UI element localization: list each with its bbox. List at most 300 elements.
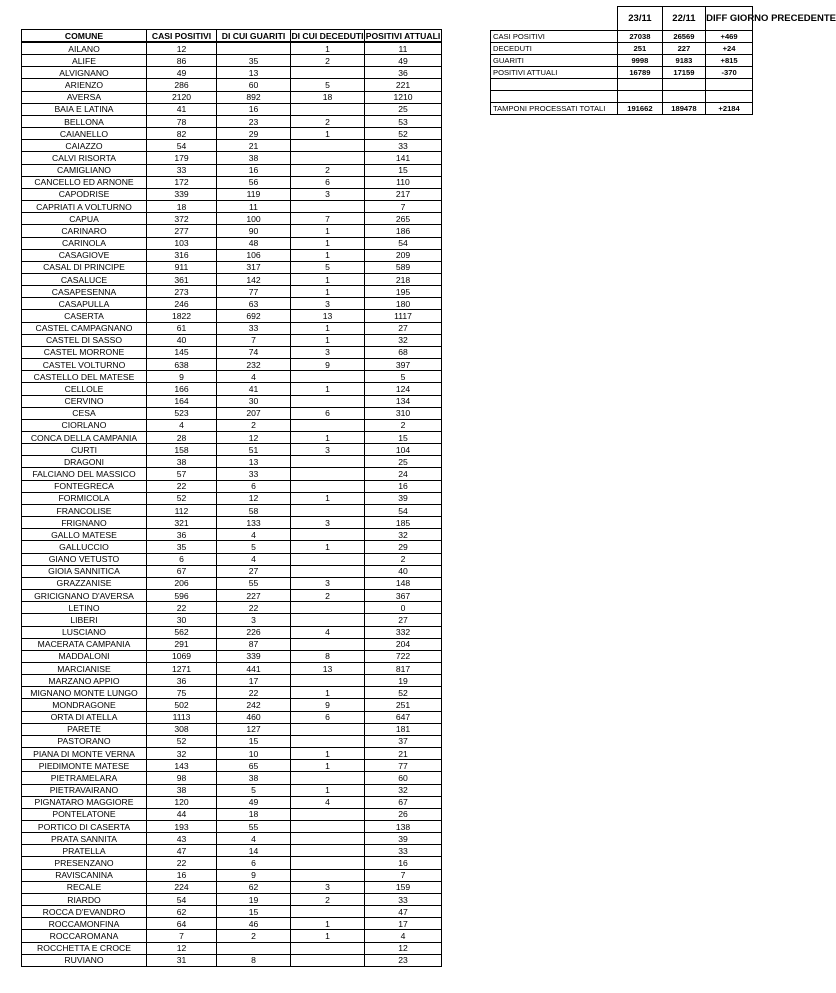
cell-comune: MARCIANISE bbox=[22, 662, 147, 674]
cell-casi-positivi: 372 bbox=[147, 213, 217, 225]
cell-casi-positivi: 35 bbox=[147, 541, 217, 553]
cell-guariti: 7 bbox=[217, 334, 291, 346]
table-row bbox=[22, 55, 442, 67]
table-row bbox=[22, 784, 442, 796]
cell-guariti: 10 bbox=[217, 748, 291, 760]
cell-comune: PIANA DI MONTE VERNA bbox=[22, 748, 147, 760]
cell-comune: FRANCOLISE bbox=[22, 504, 147, 516]
cell-casi-positivi: 54 bbox=[147, 893, 217, 905]
table-row bbox=[22, 833, 442, 845]
cell-comune: MIGNANO MONTE LUNGO bbox=[22, 687, 147, 699]
cell-positivi-attuali: 2 bbox=[365, 419, 442, 431]
cell-deceduti: 1 bbox=[291, 237, 365, 249]
cell-casi-positivi: 502 bbox=[147, 699, 217, 711]
summary-diff: -370 bbox=[706, 67, 753, 79]
cell-comune: CESA bbox=[22, 407, 147, 419]
cell-guariti: 106 bbox=[217, 249, 291, 261]
cell-guariti: 14 bbox=[217, 845, 291, 857]
cell-casi-positivi: 166 bbox=[147, 383, 217, 395]
cell-deceduti: 1 bbox=[291, 286, 365, 298]
cell-comune: MADDALONI bbox=[22, 650, 147, 662]
cell-comune: RECALE bbox=[22, 881, 147, 893]
cell-comune: PRATELLA bbox=[22, 845, 147, 857]
cell-deceduti: 6 bbox=[291, 176, 365, 188]
cell-comune: CELLOLE bbox=[22, 383, 147, 395]
table-row bbox=[22, 42, 442, 55]
cell-casi-positivi: 41 bbox=[147, 103, 217, 115]
cell-comune: CAMIGLIANO bbox=[22, 164, 147, 176]
cell-comune: GIOIA SANNITICA bbox=[22, 565, 147, 577]
cell-casi-positivi: 57 bbox=[147, 468, 217, 480]
cell-casi-positivi: 596 bbox=[147, 590, 217, 602]
cell-comune: BELLONA bbox=[22, 115, 147, 127]
cell-comune: GALLUCCIO bbox=[22, 541, 147, 553]
table-row bbox=[22, 906, 442, 918]
cell-deceduti bbox=[291, 565, 365, 577]
cell-guariti: 41 bbox=[217, 383, 291, 395]
cell-positivi-attuali: 53 bbox=[365, 115, 442, 127]
cell-comune: CAPODRISE bbox=[22, 188, 147, 200]
cell-guariti: 17 bbox=[217, 675, 291, 687]
cell-deceduti bbox=[291, 614, 365, 626]
cell-casi-positivi: 22 bbox=[147, 602, 217, 614]
cell-casi-positivi: 82 bbox=[147, 128, 217, 140]
cell-comune: RAVISCANINA bbox=[22, 869, 147, 881]
cell-casi-positivi: 9 bbox=[147, 371, 217, 383]
cell-casi-positivi: 246 bbox=[147, 298, 217, 310]
cell-guariti: 22 bbox=[217, 602, 291, 614]
cell-comune: CASAPULLA bbox=[22, 298, 147, 310]
cell-deceduti bbox=[291, 735, 365, 747]
cell-casi-positivi: 33 bbox=[147, 164, 217, 176]
cell-positivi-attuali: 5 bbox=[365, 371, 442, 383]
cell-casi-positivi: 40 bbox=[147, 334, 217, 346]
cell-positivi-attuali: 181 bbox=[365, 723, 442, 735]
cell-casi-positivi: 316 bbox=[147, 249, 217, 261]
cell-guariti: 692 bbox=[217, 310, 291, 322]
cell-positivi-attuali: 11 bbox=[365, 42, 442, 55]
cell-comune: PIEDIMONTE MATESE bbox=[22, 760, 147, 772]
cell-deceduti bbox=[291, 468, 365, 480]
header-comune: COMUNE bbox=[22, 30, 147, 43]
cell-positivi-attuali: 134 bbox=[365, 395, 442, 407]
cell-casi-positivi: 308 bbox=[147, 723, 217, 735]
table-row bbox=[22, 286, 442, 298]
cell-casi-positivi: 911 bbox=[147, 261, 217, 273]
cell-positivi-attuali: 104 bbox=[365, 444, 442, 456]
cell-casi-positivi: 67 bbox=[147, 565, 217, 577]
cell-deceduti bbox=[291, 857, 365, 869]
cell-casi-positivi: 206 bbox=[147, 577, 217, 589]
table-row bbox=[22, 444, 442, 456]
summary-diff: +815 bbox=[706, 55, 753, 67]
cell-comune: RUVIANO bbox=[22, 954, 147, 966]
cell-guariti: 27 bbox=[217, 565, 291, 577]
cell-deceduti: 9 bbox=[291, 359, 365, 371]
cell-guariti: 15 bbox=[217, 906, 291, 918]
cell-positivi-attuali: 39 bbox=[365, 492, 442, 504]
cell-casi-positivi: 1271 bbox=[147, 662, 217, 674]
cell-comune: CONCA DELLA CAMPANIA bbox=[22, 432, 147, 444]
cell-deceduti: 5 bbox=[291, 261, 365, 273]
cell-comune: CASAGIOVE bbox=[22, 249, 147, 261]
summary-table bbox=[490, 6, 836, 115]
cell-guariti: 58 bbox=[217, 504, 291, 516]
cell-deceduti: 8 bbox=[291, 650, 365, 662]
cell-comune: PARETE bbox=[22, 723, 147, 735]
cell-casi-positivi: 31 bbox=[147, 954, 217, 966]
cell-deceduti bbox=[291, 942, 365, 954]
cell-casi-positivi: 64 bbox=[147, 918, 217, 930]
cell-guariti: 5 bbox=[217, 784, 291, 796]
cell-casi-positivi: 179 bbox=[147, 152, 217, 164]
cell-comune: CASTEL DI SASSO bbox=[22, 334, 147, 346]
cell-guariti: 8 bbox=[217, 954, 291, 966]
summary-label: TAMPONI PROCESSATI TOTALI bbox=[491, 103, 618, 115]
table-row bbox=[22, 577, 442, 589]
comuni-table bbox=[21, 29, 442, 967]
cell-deceduti: 6 bbox=[291, 711, 365, 723]
cell-deceduti bbox=[291, 395, 365, 407]
cell-deceduti bbox=[291, 675, 365, 687]
cell-deceduti bbox=[291, 723, 365, 735]
cell-positivi-attuali: 77 bbox=[365, 760, 442, 772]
table-row bbox=[22, 128, 442, 140]
summary-row bbox=[491, 79, 753, 91]
table-row bbox=[22, 565, 442, 577]
cell-guariti: 4 bbox=[217, 833, 291, 845]
cell-positivi-attuali: 817 bbox=[365, 662, 442, 674]
cell-casi-positivi: 44 bbox=[147, 808, 217, 820]
cell-guariti: 5 bbox=[217, 541, 291, 553]
table-row bbox=[22, 881, 442, 893]
cell-deceduti: 3 bbox=[291, 577, 365, 589]
table-row bbox=[22, 614, 442, 626]
summary-label bbox=[491, 91, 618, 103]
cell-casi-positivi: 1822 bbox=[147, 310, 217, 322]
table-row bbox=[22, 419, 442, 431]
cell-casi-positivi: 54 bbox=[147, 140, 217, 152]
table-row bbox=[22, 662, 442, 674]
cell-deceduti: 2 bbox=[291, 164, 365, 176]
cell-casi-positivi: 12 bbox=[147, 42, 217, 55]
cell-positivi-attuali: 60 bbox=[365, 772, 442, 784]
cell-positivi-attuali: 1210 bbox=[365, 91, 442, 103]
cell-deceduti bbox=[291, 529, 365, 541]
table-row bbox=[22, 553, 442, 565]
table-row bbox=[22, 675, 442, 687]
cell-comune: PRESENZANO bbox=[22, 857, 147, 869]
cell-casi-positivi: 291 bbox=[147, 638, 217, 650]
cell-deceduti bbox=[291, 152, 365, 164]
summary-header-empty bbox=[491, 7, 618, 31]
cell-positivi-attuali: 21 bbox=[365, 748, 442, 760]
table-row bbox=[22, 517, 442, 529]
cell-comune: PIGNATARO MAGGIORE bbox=[22, 796, 147, 808]
summary-diff: +24 bbox=[706, 43, 753, 55]
cell-positivi-attuali: 180 bbox=[365, 298, 442, 310]
cell-positivi-attuali: 251 bbox=[365, 699, 442, 711]
cell-positivi-attuali: 7 bbox=[365, 201, 442, 213]
cell-guariti: 60 bbox=[217, 79, 291, 91]
cell-deceduti bbox=[291, 906, 365, 918]
table-row bbox=[22, 322, 442, 334]
cell-casi-positivi: 273 bbox=[147, 286, 217, 298]
table-row bbox=[22, 626, 442, 638]
cell-guariti: 339 bbox=[217, 650, 291, 662]
cell-guariti: 4 bbox=[217, 529, 291, 541]
summary-header-today: 23/11 bbox=[618, 7, 663, 31]
cell-casi-positivi: 52 bbox=[147, 735, 217, 747]
summary-label: DECEDUTI bbox=[491, 43, 618, 55]
cell-positivi-attuali: 15 bbox=[365, 164, 442, 176]
cell-positivi-attuali: 310 bbox=[365, 407, 442, 419]
summary-yesterday: 17159 bbox=[662, 67, 705, 79]
cell-deceduti: 1 bbox=[291, 225, 365, 237]
table-row bbox=[22, 359, 442, 371]
cell-guariti: 74 bbox=[217, 346, 291, 358]
table-row bbox=[22, 468, 442, 480]
cell-guariti: 33 bbox=[217, 322, 291, 334]
cell-deceduti: 1 bbox=[291, 42, 365, 55]
cell-positivi-attuali: 148 bbox=[365, 577, 442, 589]
cell-deceduti bbox=[291, 371, 365, 383]
cell-casi-positivi: 32 bbox=[147, 748, 217, 760]
table-row bbox=[22, 687, 442, 699]
cell-casi-positivi: 47 bbox=[147, 845, 217, 857]
cell-casi-positivi: 86 bbox=[147, 55, 217, 67]
summary-today: 251 bbox=[618, 43, 663, 55]
cell-comune: PRATA SANNITA bbox=[22, 833, 147, 845]
cell-guariti: 46 bbox=[217, 918, 291, 930]
cell-comune: ORTA DI ATELLA bbox=[22, 711, 147, 723]
summary-yesterday: 26569 bbox=[662, 31, 705, 43]
cell-deceduti bbox=[291, 140, 365, 152]
cell-comune: CIORLANO bbox=[22, 419, 147, 431]
cell-comune: CASTEL CAMPAGNANO bbox=[22, 322, 147, 334]
cell-guariti: 15 bbox=[217, 735, 291, 747]
cell-comune: ALIFE bbox=[22, 55, 147, 67]
cell-casi-positivi: 36 bbox=[147, 675, 217, 687]
cell-comune: MONDRAGONE bbox=[22, 699, 147, 711]
summary-yesterday: 189478 bbox=[662, 103, 705, 115]
cell-guariti: 30 bbox=[217, 395, 291, 407]
table-row bbox=[22, 772, 442, 784]
summary-today bbox=[618, 91, 663, 103]
cell-positivi-attuali: 17 bbox=[365, 918, 442, 930]
cell-positivi-attuali: 23 bbox=[365, 954, 442, 966]
cell-casi-positivi: 224 bbox=[147, 881, 217, 893]
summary-yesterday: 9183 bbox=[662, 55, 705, 67]
summary-yesterday bbox=[662, 79, 705, 91]
cell-comune: MARZANO APPIO bbox=[22, 675, 147, 687]
cell-positivi-attuali: 124 bbox=[365, 383, 442, 395]
cell-positivi-attuali: 204 bbox=[365, 638, 442, 650]
cell-positivi-attuali: 33 bbox=[365, 893, 442, 905]
summary-today bbox=[618, 79, 663, 91]
cell-comune: CASTEL MORRONE bbox=[22, 346, 147, 358]
cell-positivi-attuali: 15 bbox=[365, 432, 442, 444]
cell-deceduti: 1 bbox=[291, 930, 365, 942]
table-row bbox=[22, 650, 442, 662]
cell-guariti: 38 bbox=[217, 772, 291, 784]
cell-comune: ROCCHETTA E CROCE bbox=[22, 942, 147, 954]
cell-casi-positivi: 38 bbox=[147, 784, 217, 796]
cell-casi-positivi: 321 bbox=[147, 517, 217, 529]
cell-positivi-attuali: 185 bbox=[365, 517, 442, 529]
table-row bbox=[22, 602, 442, 614]
summary-today: 16789 bbox=[618, 67, 663, 79]
cell-guariti: 62 bbox=[217, 881, 291, 893]
cell-guariti bbox=[217, 942, 291, 954]
cell-positivi-attuali: 52 bbox=[365, 128, 442, 140]
cell-casi-positivi: 6 bbox=[147, 553, 217, 565]
cell-comune: FORMICOLA bbox=[22, 492, 147, 504]
cell-comune: CANCELLO ED ARNONE bbox=[22, 176, 147, 188]
cell-casi-positivi: 49 bbox=[147, 67, 217, 79]
summary-header-diff: DIFF GIORNO PRECEDENTE bbox=[706, 7, 753, 31]
cell-deceduti: 7 bbox=[291, 213, 365, 225]
cell-deceduti: 13 bbox=[291, 310, 365, 322]
table-row bbox=[22, 893, 442, 905]
cell-comune: LETINO bbox=[22, 602, 147, 614]
table-row bbox=[22, 432, 442, 444]
table-row bbox=[22, 942, 442, 954]
cell-deceduti bbox=[291, 480, 365, 492]
cell-casi-positivi: 286 bbox=[147, 79, 217, 91]
cell-deceduti: 2 bbox=[291, 893, 365, 905]
cell-deceduti: 3 bbox=[291, 298, 365, 310]
cell-deceduti: 13 bbox=[291, 662, 365, 674]
cell-comune: DRAGONI bbox=[22, 456, 147, 468]
summary-table-body bbox=[491, 7, 836, 115]
summary-row bbox=[491, 43, 753, 55]
table-row bbox=[22, 176, 442, 188]
cell-guariti: 19 bbox=[217, 893, 291, 905]
cell-positivi-attuali: 221 bbox=[365, 79, 442, 91]
table-row bbox=[22, 91, 442, 103]
cell-guariti: 55 bbox=[217, 577, 291, 589]
cell-guariti: 77 bbox=[217, 286, 291, 298]
summary-diff: +2184 bbox=[706, 103, 753, 115]
table-row bbox=[22, 529, 442, 541]
cell-guariti: 226 bbox=[217, 626, 291, 638]
cell-positivi-attuali: 1117 bbox=[365, 310, 442, 322]
cell-deceduti bbox=[291, 67, 365, 79]
cell-comune: GIANO VETUSTO bbox=[22, 553, 147, 565]
table-row bbox=[22, 857, 442, 869]
cell-deceduti bbox=[291, 201, 365, 213]
cell-positivi-attuali: 40 bbox=[365, 565, 442, 577]
cell-casi-positivi: 339 bbox=[147, 188, 217, 200]
table-row bbox=[22, 237, 442, 249]
cell-deceduti: 3 bbox=[291, 517, 365, 529]
cell-comune: CARINARO bbox=[22, 225, 147, 237]
cell-guariti: 9 bbox=[217, 869, 291, 881]
cell-deceduti bbox=[291, 833, 365, 845]
cell-guariti: 12 bbox=[217, 432, 291, 444]
cell-positivi-attuali: 54 bbox=[365, 504, 442, 516]
table-row bbox=[22, 699, 442, 711]
cell-deceduti: 3 bbox=[291, 346, 365, 358]
cell-positivi-attuali: 19 bbox=[365, 675, 442, 687]
summary-row bbox=[491, 103, 753, 115]
cell-guariti: 2 bbox=[217, 930, 291, 942]
cell-comune: ROCCAROMANA bbox=[22, 930, 147, 942]
cell-positivi-attuali: 39 bbox=[365, 833, 442, 845]
cell-positivi-attuali: 16 bbox=[365, 857, 442, 869]
cell-casi-positivi: 145 bbox=[147, 346, 217, 358]
cell-casi-positivi: 12 bbox=[147, 942, 217, 954]
table-row bbox=[22, 504, 442, 516]
table-row bbox=[22, 103, 442, 115]
cell-comune: CASERTA bbox=[22, 310, 147, 322]
summary-header-yesterday: 22/11 bbox=[662, 7, 705, 31]
cell-deceduti bbox=[291, 845, 365, 857]
table-row bbox=[22, 735, 442, 747]
table-row bbox=[22, 407, 442, 419]
cell-deceduti: 4 bbox=[291, 626, 365, 638]
summary-diff bbox=[706, 91, 753, 103]
table-row bbox=[22, 273, 442, 285]
cell-guariti: 87 bbox=[217, 638, 291, 650]
cell-positivi-attuali: 27 bbox=[365, 322, 442, 334]
summary-header-row bbox=[491, 7, 753, 31]
cell-deceduti: 1 bbox=[291, 273, 365, 285]
cell-comune: CALVI RISORTA bbox=[22, 152, 147, 164]
cell-positivi-attuali: 52 bbox=[365, 687, 442, 699]
table-row bbox=[22, 140, 442, 152]
cell-deceduti: 1 bbox=[291, 760, 365, 772]
cell-guariti: 133 bbox=[217, 517, 291, 529]
cell-comune: GALLO MATESE bbox=[22, 529, 147, 541]
cell-guariti: 13 bbox=[217, 67, 291, 79]
cell-guariti: 207 bbox=[217, 407, 291, 419]
cell-deceduti bbox=[291, 103, 365, 115]
cell-comune: ROCCAMONFINA bbox=[22, 918, 147, 930]
table-row bbox=[22, 164, 442, 176]
cell-casi-positivi: 52 bbox=[147, 492, 217, 504]
cell-positivi-attuali: 37 bbox=[365, 735, 442, 747]
cell-comune: AVERSA bbox=[22, 91, 147, 103]
cell-comune: LUSCIANO bbox=[22, 626, 147, 638]
cell-deceduti: 2 bbox=[291, 55, 365, 67]
cell-comune: GRICIGNANO D'AVERSA bbox=[22, 590, 147, 602]
cell-positivi-attuali: 4 bbox=[365, 930, 442, 942]
table-row bbox=[22, 383, 442, 395]
table-row bbox=[22, 918, 442, 930]
header-deceduti: DI CUI DECEDUTI bbox=[291, 30, 364, 41]
cell-deceduti: 6 bbox=[291, 407, 365, 419]
cell-deceduti: 3 bbox=[291, 881, 365, 893]
table-row bbox=[22, 249, 442, 261]
cell-comune: PIETRAMELARA bbox=[22, 772, 147, 784]
cell-positivi-attuali: 367 bbox=[365, 590, 442, 602]
cell-guariti: 65 bbox=[217, 760, 291, 772]
summary-diff bbox=[706, 79, 753, 91]
cell-deceduti bbox=[291, 504, 365, 516]
cell-casi-positivi: 78 bbox=[147, 115, 217, 127]
cell-casi-positivi: 22 bbox=[147, 857, 217, 869]
cell-deceduti: 1 bbox=[291, 748, 365, 760]
cell-casi-positivi: 277 bbox=[147, 225, 217, 237]
header-casi-positivi: CASI POSITIVI bbox=[147, 30, 217, 43]
cell-deceduti bbox=[291, 419, 365, 431]
cell-comune: CASALUCE bbox=[22, 273, 147, 285]
cell-deceduti: 3 bbox=[291, 188, 365, 200]
table-row bbox=[22, 456, 442, 468]
cell-positivi-attuali: 32 bbox=[365, 334, 442, 346]
